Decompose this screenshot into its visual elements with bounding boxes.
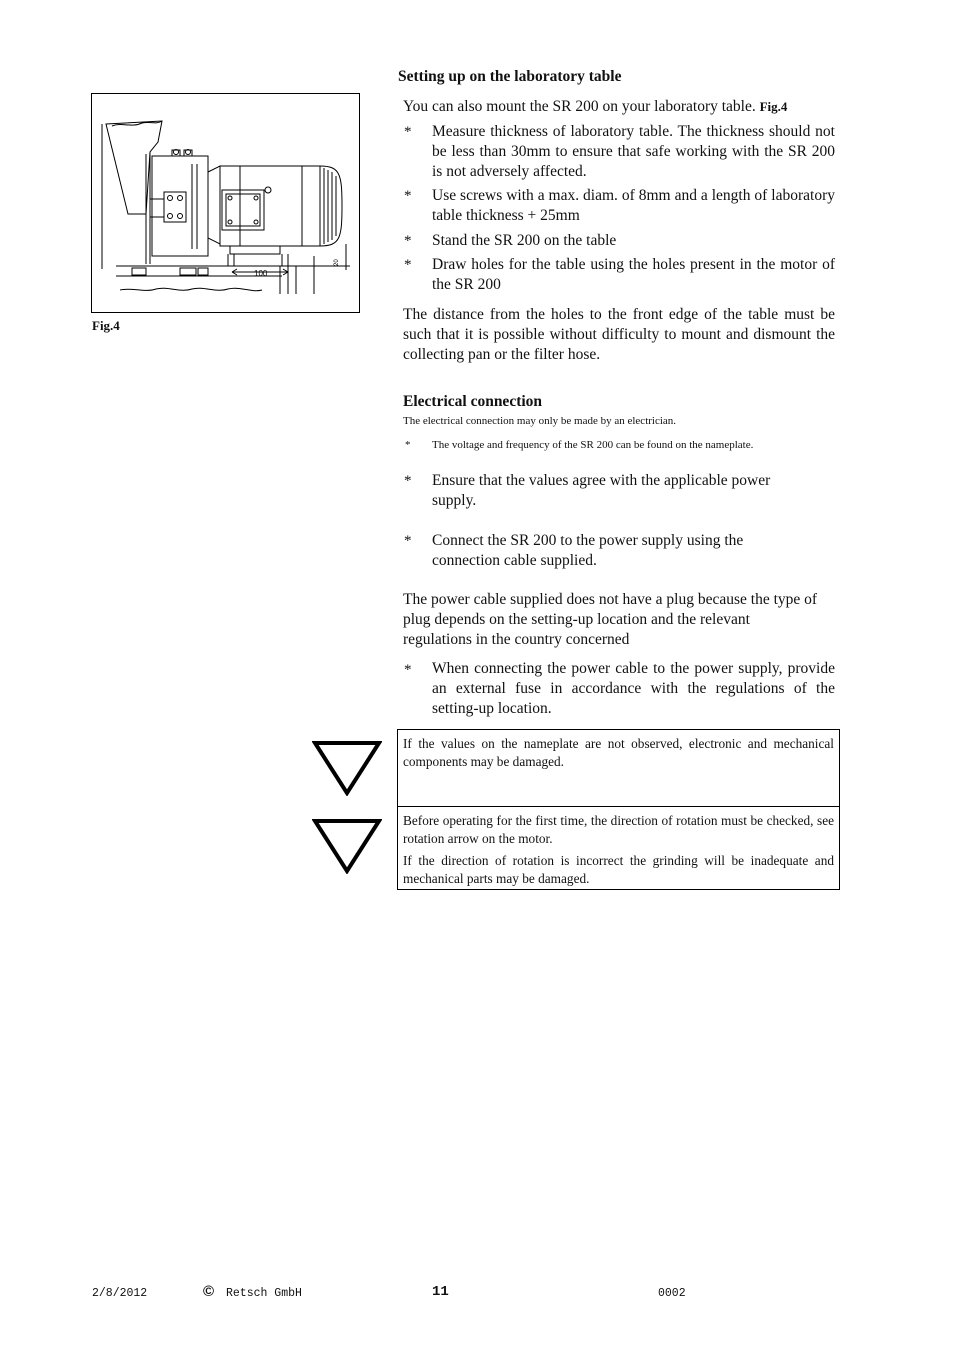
setup-paragraph: The distance from the holes to the front edge of the table must be such that it is possible without difficulty to mount and dismount the collecting pan or the filter hose. xyxy=(403,306,835,363)
setup-intro-figure-ref: Fig.4 xyxy=(759,99,788,114)
warning-text: If the direction of rotation is incorrect the grinding will be inadequate and mechanical parts may be damaged. xyxy=(403,853,834,886)
setup-intro xyxy=(403,97,787,117)
warning-triangle-icon xyxy=(312,740,382,796)
list-item: When connecting the power cable to the power supply, provide an external fuse in accordance with the regulations of the setting-up location. xyxy=(432,660,835,717)
dimension-label: 100 xyxy=(254,269,268,278)
electrical-heading: Electrical connection xyxy=(403,393,543,410)
page-number: 11 xyxy=(432,1284,449,1300)
bullet-marker: * xyxy=(404,233,412,249)
list-item: Draw holes for the table using the holes present in the motor of the SR 200 xyxy=(432,256,835,293)
warning-triangle-icon xyxy=(312,818,382,874)
copyright-icon: © xyxy=(203,1283,215,1300)
bullet-marker: * xyxy=(404,662,412,678)
figure-frame xyxy=(91,93,360,313)
bullet-marker: * xyxy=(404,188,412,204)
electrical-paragraph: The power cable supplied does not have a plug because the type of plug depends on the setting-up location and the relevant regulations in the country concerned xyxy=(403,591,818,648)
warning-box xyxy=(397,729,840,807)
bullet-marker: * xyxy=(404,533,412,549)
sr200-mill-on-table-drawing xyxy=(92,94,359,312)
bullet-marker: * xyxy=(404,473,412,489)
setup-intro-text: You can also mount the SR 200 on your laboratory table. xyxy=(403,98,756,115)
electrical-note: The electrical connection may only be made by an electrician. xyxy=(403,415,677,427)
list-item: The voltage and frequency of the SR 200 can be found on the nameplate. xyxy=(432,439,754,451)
bullet-marker: * xyxy=(404,124,412,140)
warning-box xyxy=(397,806,840,890)
list-item: Connect the SR 200 to the power supply using the connection cable supplied. xyxy=(432,532,744,569)
list-item: Ensure that the values agree with the applicable power supply. xyxy=(432,472,771,509)
footer-date: 2/8/2012 xyxy=(92,1287,148,1300)
footer-company: Retsch GmbH xyxy=(226,1287,302,1300)
list-item: Measure thickness of laboratory table. The thickness should not be less than 30mm to ensure that safe working with the SR 200 is not adversely affected. xyxy=(432,123,835,180)
footer-doc-code: 0002 xyxy=(658,1287,686,1300)
setup-heading: Setting up on the laboratory table xyxy=(398,68,622,85)
small-dimension-label: 20 xyxy=(334,259,340,266)
figure-caption: Fig.4 xyxy=(92,318,120,333)
list-item: Stand the SR 200 on the table xyxy=(432,232,617,249)
bullet-marker: * xyxy=(404,257,412,273)
bullet-marker: * xyxy=(405,439,411,451)
list-item: Use screws with a max. diam. of 8mm and a length of laboratory table thickness + 25mm xyxy=(432,187,835,224)
warning-text: Before operating for the first time, the direction of rotation must be checked, see rotation arrow on the motor. xyxy=(403,813,834,846)
warning-text: If the values on the nameplate are not observed, electronic and mechanical components may be damaged. xyxy=(403,736,834,769)
